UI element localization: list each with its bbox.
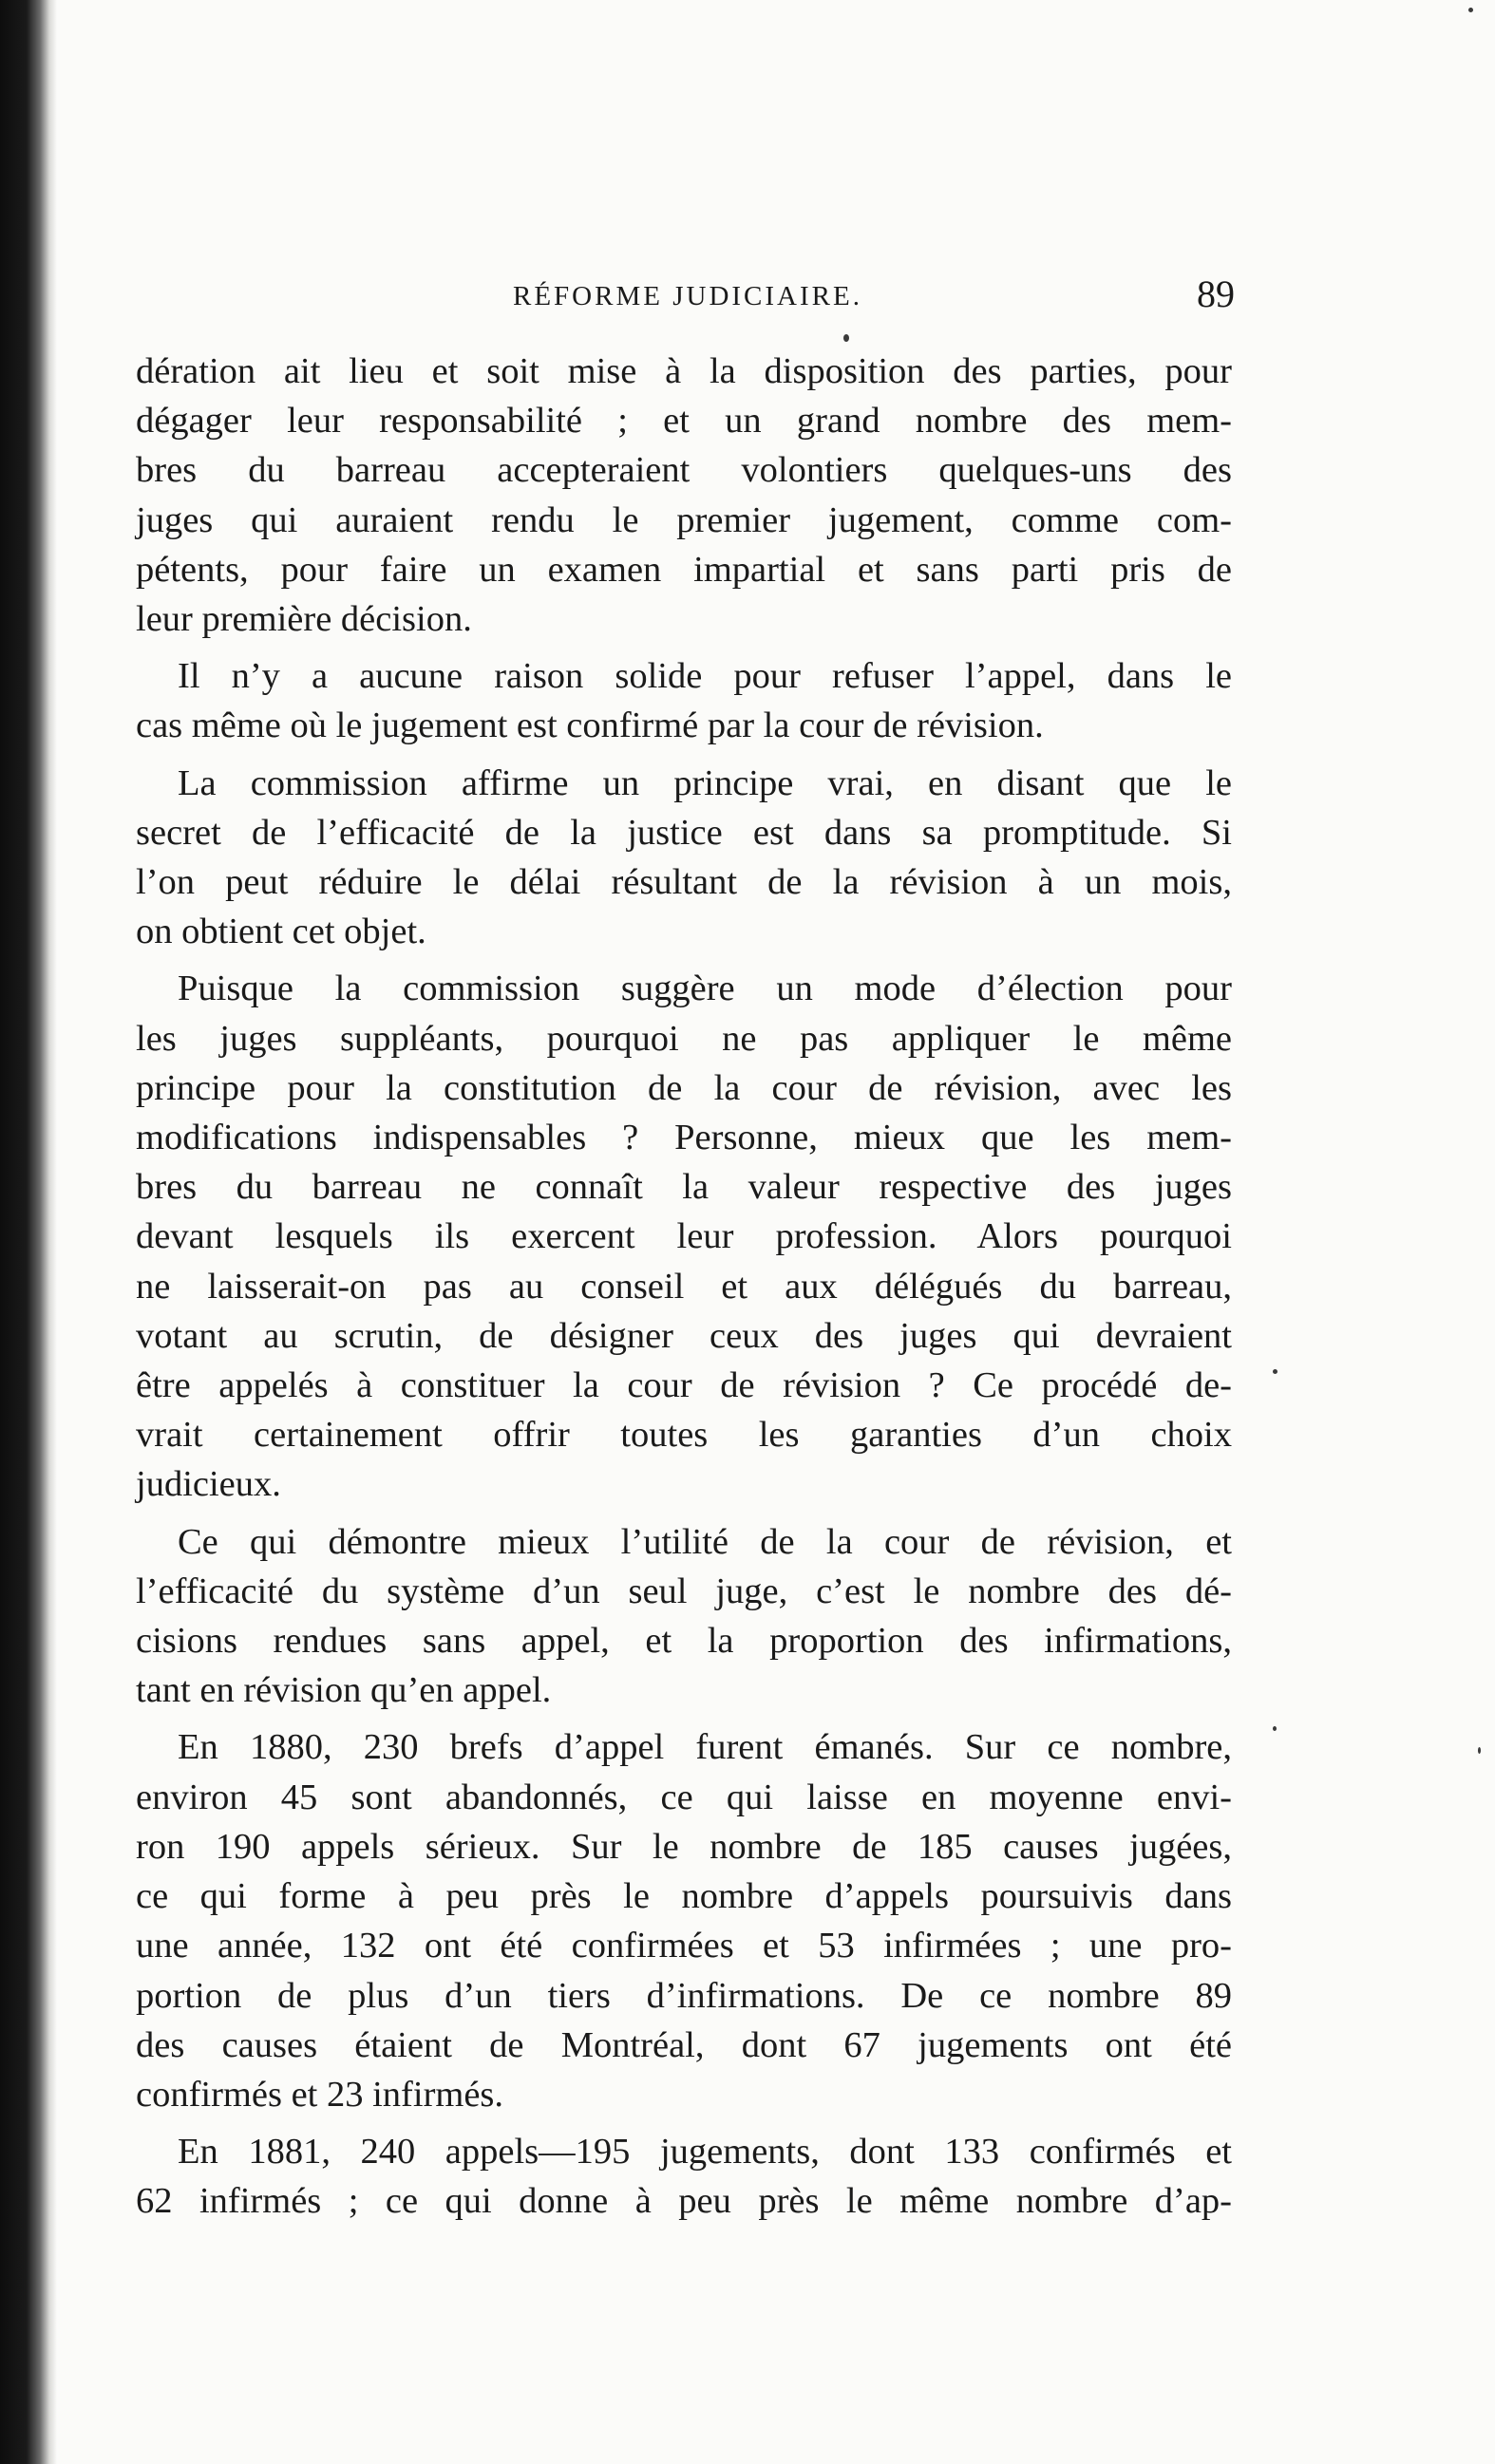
paragraph <box>136 964 1232 1509</box>
text-line: vrait certainement offrir toutes les garanties d’un choix <box>136 1415 1232 1456</box>
text-line: leur première décision. <box>136 599 472 640</box>
text-line: bres du barreau accepteraient volontiers quelques-uns des <box>136 450 1232 491</box>
text-line: 62 infirmés ; ce qui donne à peu près le même nombre d’ap- <box>136 2181 1232 2222</box>
text-line: judicieux. <box>136 1464 281 1505</box>
paragraph <box>136 1517 1232 1716</box>
text-line: dération ait lieu et soit mise à la disposition des parties, pour <box>136 351 1232 391</box>
text-line: La commission affirme un principe vrai, en disant que le <box>178 762 1232 803</box>
text-line: cisions rendues sans appel, et la proportion des infirmations, <box>136 1621 1232 1662</box>
text-line: tant en révision qu’en appel. <box>136 1670 552 1711</box>
paragraph <box>136 2127 1232 2226</box>
text-line: Puisque la commission suggère un mode d’élection pour <box>178 969 1232 1009</box>
text-line: l’on peut réduire le délai résultant de la révision à un mois, <box>136 862 1232 903</box>
text-line: être appelés à constituer la cour de révision ? Ce procédé de- <box>136 1365 1232 1406</box>
text-line: pétents, pour faire un examen impartial et sans parti pris de <box>136 549 1232 590</box>
paragraph <box>136 347 1232 644</box>
paragraph <box>136 1722 1232 2119</box>
text-line: l’efficacité du système d’un seul juge, c’est le nombre des dé- <box>136 1571 1232 1611</box>
text-line: ron 190 appels sérieux. Sur le nombre de 185 causes jugées, <box>136 1826 1232 1867</box>
text-line: juges qui auraient rendu le premier jugement, comme com- <box>136 499 1232 540</box>
text-line: une année, 132 ont été confirmées et 53 infirmées ; une pro- <box>136 1926 1232 1966</box>
text-line: votant au scrutin, de désigner ceux des juges qui devraient <box>136 1315 1232 1356</box>
text-line: portion de plus d’un tiers d’infirmations. De ce nombre 89 <box>136 1975 1232 2016</box>
text-line: ne laisserait-on pas au conseil et aux délégués du barreau, <box>136 1266 1232 1307</box>
text-line: des causes étaient de Montréal, dont 67 jugements ont été <box>136 2024 1232 2065</box>
text-line: Ce qui démontre mieux l’utilité de la cour de révision, et <box>178 1521 1232 1562</box>
text-line: environ 45 sont abandonnés, ce qui laisse en moyenne envi- <box>136 1777 1232 1817</box>
text-line: modifications indispensables ? Personne, mieux que les mem- <box>136 1118 1232 1158</box>
text-line: on obtient cet objet. <box>136 912 426 952</box>
ink-speck <box>1478 1747 1481 1754</box>
text-line: devant lesquels ils exercent leur profession. Alors pourquoi <box>136 1216 1232 1257</box>
text-line: dégager leur responsabilité ; et un grand nombre des mem- <box>136 401 1232 442</box>
running-title: RÉFORME JUDICIAIRE. <box>513 281 862 311</box>
paragraph <box>136 651 1232 750</box>
text-line: Il n’y a aucune raison solide pour refuser l’appel, dans le <box>178 656 1232 697</box>
text-line: confirmés et 23 infirmés. <box>136 2074 504 2115</box>
page-header <box>133 268 1235 325</box>
text-line: En 1880, 230 brefs d’appel furent émanés. Sur ce nombre, <box>178 1727 1232 1768</box>
ink-speck <box>1273 1726 1277 1731</box>
page-number: 89 <box>1197 273 1235 315</box>
text-line: principe pour la constitution de la cour de révision, avec les <box>136 1067 1232 1108</box>
book-spine-shadow <box>0 0 57 2464</box>
text-line: bres du barreau ne connaît la valeur respective des juges <box>136 1167 1232 1208</box>
body-text <box>136 347 1232 2227</box>
text-line: ce qui forme à peu près le nombre d’appels poursuivis dans <box>136 1876 1232 1917</box>
text-line: secret de l’efficacité de la justice est dans sa promptitude. Si <box>136 812 1232 853</box>
text-line: les juges suppléants, pourquoi ne pas appliquer le même <box>136 1018 1232 1059</box>
text-line: En 1881, 240 appels—195 jugements, dont 133 confirmés et <box>178 2132 1232 2172</box>
ink-speck <box>843 334 849 342</box>
ink-speck <box>1468 8 1473 12</box>
ink-speck <box>1273 1369 1277 1374</box>
text-line: cas même où le jugement est confirmé par la cour de révision. <box>136 705 1044 746</box>
paragraph <box>136 759 1232 957</box>
